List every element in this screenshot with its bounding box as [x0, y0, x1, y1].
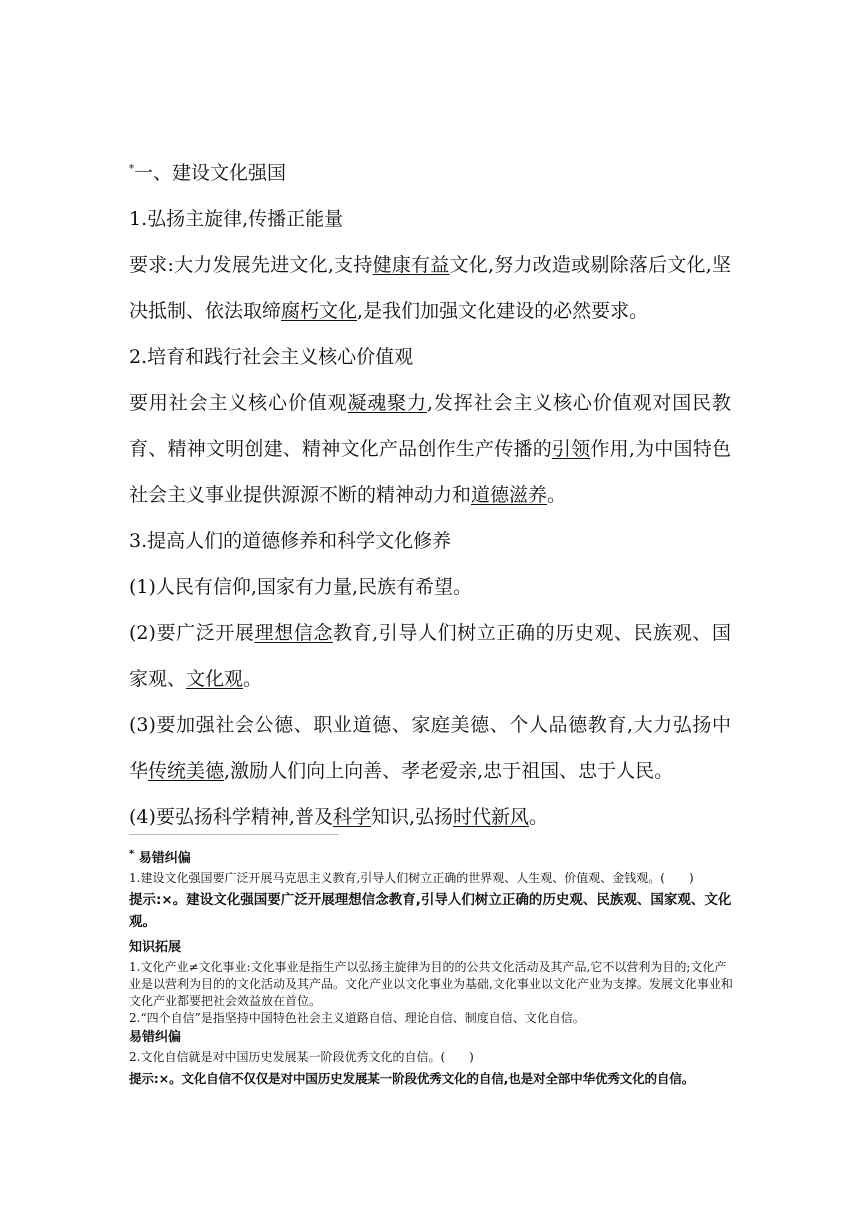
- keyword-underline: 科学: [332, 806, 371, 828]
- keyword-underline: 理想信念: [254, 622, 333, 644]
- note-hint-2: 提示:×。文化自信不仅仅是对中国历史发展某一阶段优秀文化的自信,也是对全部中华优秀文化的自信。: [129, 1071, 695, 1086]
- note-text-2: 2.“四个自信”是指坚持中国特色社会主义道路自信、理论自信、制度自信、文化自信。: [129, 1011, 585, 1025]
- list-item-1: (1)人民有信仰,国家有力量,民族有希望。: [129, 576, 472, 598]
- subsection-title-3: 3.提高人们的道德修养和科学文化修养: [129, 530, 452, 552]
- keyword-underline: 时代新风: [453, 806, 530, 828]
- keyword-underline: 道德滋养: [471, 484, 548, 506]
- note-heading-knowledge-expansion: 知识拓展: [129, 940, 182, 955]
- keyword-underline: 凝魂聚力: [347, 392, 427, 414]
- note-hint-1: 提示:×。建设文化强国要广泛开展理想信念教育,引导人们树立正确的历史观、民族观、国家观、文化观。: [129, 892, 732, 930]
- keyword-underline: 健康有益: [372, 254, 450, 276]
- note-text-1: 1.文化产业≠文化事业:文化事业是指生产以弘扬主旋律为目的的公共文化活动及其产品,它不以营利为目的;文化产业是以营利为目的的文化活动及其产品。文化产业以文化事业为基础,文化事业以文化产业为支撑。发展文化事业和文化产业都要把社会效益放在首位。: [129, 960, 733, 1008]
- keyword-underline: 传统美德: [148, 760, 225, 782]
- keyword-underline: 引领: [551, 438, 591, 460]
- footnote-divider: [129, 834, 339, 835]
- note-question-2: 2.文化自信就是对中国历史发展某一阶段优秀文化的自信。( ): [129, 1050, 474, 1064]
- keyword-underline: 腐朽文化: [281, 300, 358, 322]
- paragraph-requirements: 要求:大力发展先进文化,支持健康有益文化,努力改造或剔除落后文化,坚决抵制、依法取缔腐朽文化,是我们加强文化建设的必然要求。: [129, 254, 731, 322]
- note-heading-error-correction-2: 易错纠偏: [129, 1030, 182, 1045]
- note-question-1: 1.建设文化强国要广泛开展马克思主义教育,引导人们树立正确的世界观、人生观、价值观、金钱观。( ): [129, 871, 694, 885]
- list-item-2: (2)要广泛开展理想信念教育,引导人们树立正确的历史观、民族观、国家观、文化观。: [129, 622, 731, 690]
- footnotes: [129, 848, 733, 1094]
- subsection-title-1: 1.弘扬主旋律,传播正能量: [129, 208, 344, 230]
- list-item-4: (4)要弘扬科学精神,普及科学知识,弘扬时代新风。: [129, 806, 549, 828]
- list-item-3: (3)要加强社会公德、职业道德、家庭美德、个人品德教育,大力弘扬中华传统美德,激励人们向上向善、孝老爱亲,忠于祖国、忠于人民。: [129, 714, 731, 782]
- main-content: [129, 150, 731, 840]
- note-heading-error-correction-1: * 易错纠偏: [129, 848, 191, 866]
- section-heading: *一、建设文化强国: [129, 162, 287, 184]
- paragraph-core-values: 要用社会主义核心价值观凝魂聚力,发挥社会主义核心价值观对国民教育、精神文明创建、精神文化产品创作生产传播的引领作用,为中国特色社会主义事业提供源源不断的精神动力和道德滋养。: [129, 392, 731, 506]
- heading-star: *: [129, 163, 134, 175]
- keyword-underline: 文化观: [186, 668, 244, 690]
- subsection-title-2: 2.培育和践行社会主义核心价值观: [129, 346, 414, 368]
